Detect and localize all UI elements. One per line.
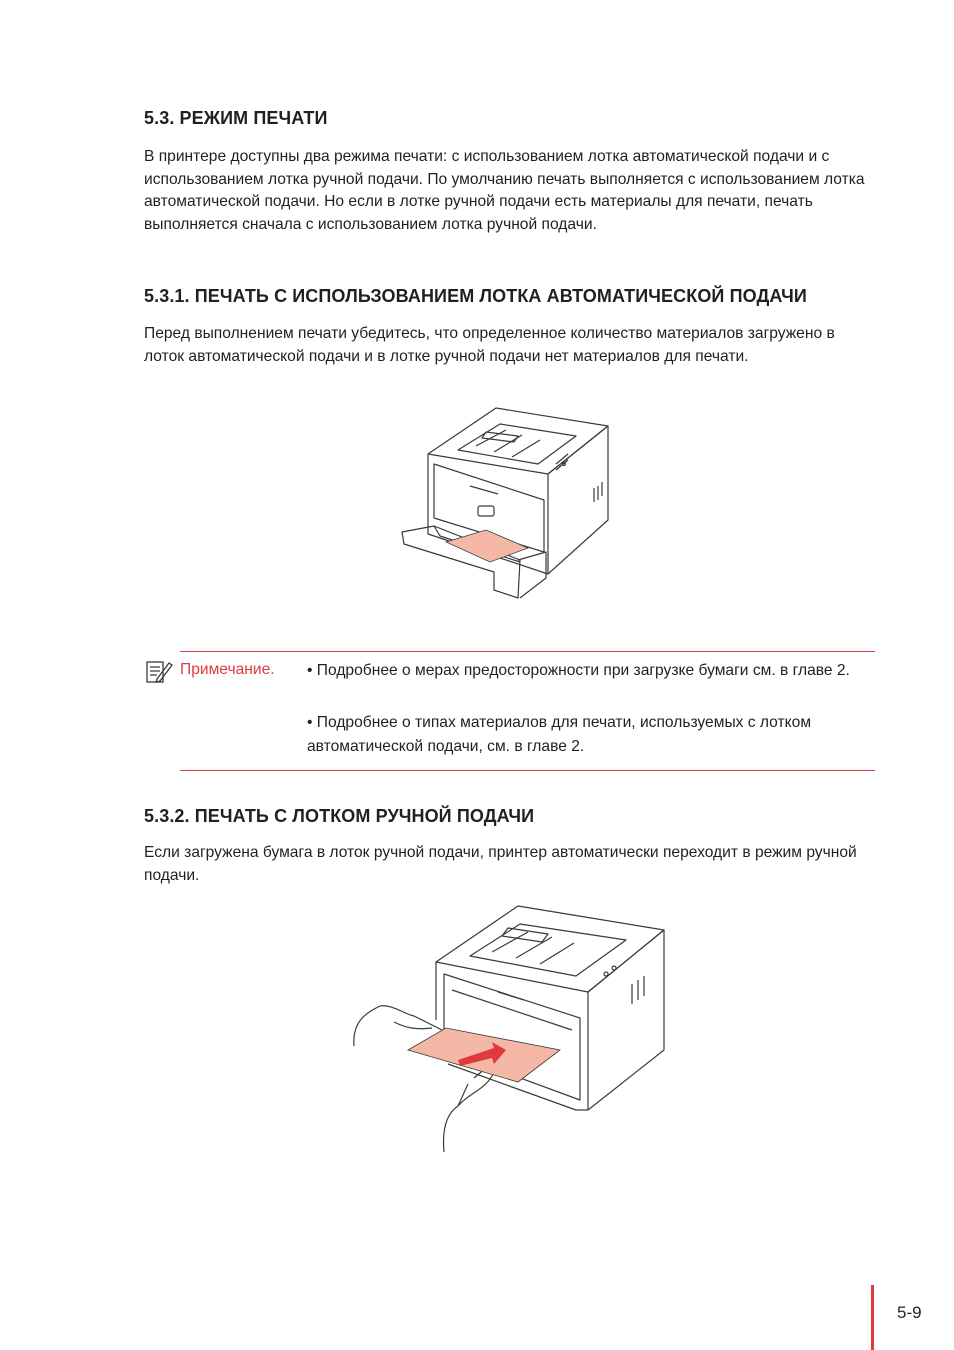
note-item-2: • Подробнее о типах материалов для печати, используемых с лотком автоматической подачи, см. в главе 2. <box>307 714 812 755</box>
section-title: 5.3. РЕЖИМ ПЕЧАТИ <box>144 108 328 128</box>
subsection2-text: Если загружена бумага в лоток ручной подачи, принтер автоматически переходит в режим ручной подачи. <box>144 844 857 884</box>
subsection2-title: 5.3.2. ПЕЧАТЬ С ЛОТКОМ РУЧНОЙ ПОДАЧИ <box>144 806 535 826</box>
page-marker-bar <box>871 1285 874 1350</box>
printer-manual-feed-illustration <box>348 900 668 1155</box>
page-number: 5-9 <box>897 1303 922 1322</box>
note-bottom-rule <box>180 770 875 771</box>
note-label: Примечание. <box>180 661 275 678</box>
subsection1-text: Перед выполнением печати убедитесь, что определенное количество материалов загружено в лоток автоматической подачи и в лотке ручной подачи нет материалов для печати. <box>144 325 835 365</box>
note-item-1: • Подробнее о мерах предосторожности при загрузке бумаги см. в главе 2. <box>307 662 850 679</box>
subsection1-title: 5.3.1. ПЕЧАТЬ С ИСПОЛЬЗОВАНИЕМ ЛОТКА АВТОМАТИЧЕСКОЙ ПОДАЧИ <box>144 286 807 306</box>
section-intro: В принтере доступны два режима печати: с использованием лотка автоматической подачи и с использованием лотка ручной подачи. По умолчанию печать выполняется с использованием лотка автоматической подачи. Но если в лотке ручной подачи есть материалы для печати, печать выполняется сначала с использованием лотка ручной подачи. <box>144 148 865 233</box>
printer-auto-tray-illustration <box>398 402 618 612</box>
note-top-rule <box>180 651 875 652</box>
note-pencil-icon <box>145 659 173 685</box>
